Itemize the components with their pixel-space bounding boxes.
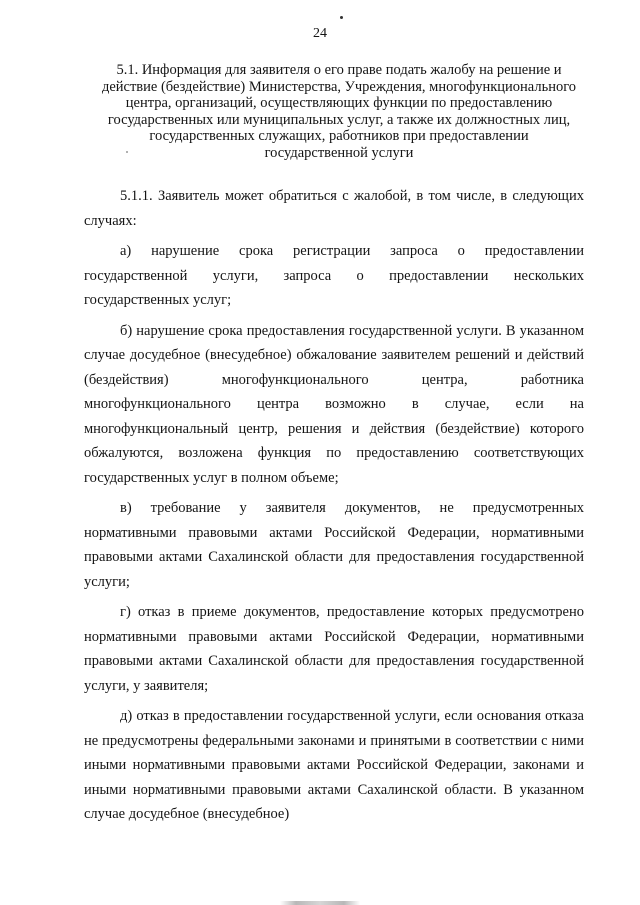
section-title-line: государственных служащих, работников при предоставлении xyxy=(149,128,529,144)
list-item-g: г) отказ в приеме документов, предоставление которых предусмотрено нормативными правовыми актами Российской Федерации, нормативными правовыми актами Сахалинской области для предоставления государственной услуги, у заявителя; xyxy=(84,604,584,694)
section-title xyxy=(84,62,594,161)
list-item-d: д) отказ в предоставлении государственной услуги, если основания отказа не предусмотрены федеральными законами и принятыми в соответствии с ними иными нормативными правовыми актами Российской Федерации, законами и иными нормативными правовыми актами Сахалинской области. В указанном случае досудебное (внесудебное) xyxy=(84,708,584,822)
section-title-line: 5.1. Информация для заявителя о его праве подать жалобу на решение и xyxy=(116,62,562,78)
paragraph-5-1-1: 5.1.1. Заявитель может обратиться с жалобой, в том числе, в следующих случаях: xyxy=(84,188,584,229)
document-body xyxy=(84,184,584,833)
scan-footer-artifact xyxy=(280,901,360,905)
section-title-line: государственной услуги xyxy=(264,144,414,161)
section-title-line: действие (бездействие) Министерства, Учреждения, многофункционального xyxy=(101,78,577,95)
list-item-v: в) требование у заявителя документов, не предусмотренных нормативными правовыми актами Российской Федерации, нормативными правовыми актами Сахалинской области для предоставления государственной услуги; xyxy=(84,500,584,590)
list-item-a: а) нарушение срока регистрации запроса о предоставлении государственной услуги, запроса о предоставлении нескольких государственных услуг; xyxy=(84,243,584,308)
scan-speck xyxy=(340,16,343,19)
page-number: 24 xyxy=(313,26,327,41)
list-item-b: б) нарушение срока предоставления государственной услуги. В указанном случае досудебное (внесудебное) обжалование заявителем решений и действий (бездействия) многофункционального центра, работника многофункционального центра возможно в случае, если на многофункциональный центр, решения и действия (бездействие) которого обжалуются, возложена функция по предоставлению соответствующих государственных услуг в полном объеме; xyxy=(84,322,584,486)
section-title-line: центра, организаций, осуществляющих функции по предоставлению xyxy=(125,95,553,111)
section-title-line: государственных или муниципальных услуг, а также их должностных лиц, xyxy=(107,111,571,128)
